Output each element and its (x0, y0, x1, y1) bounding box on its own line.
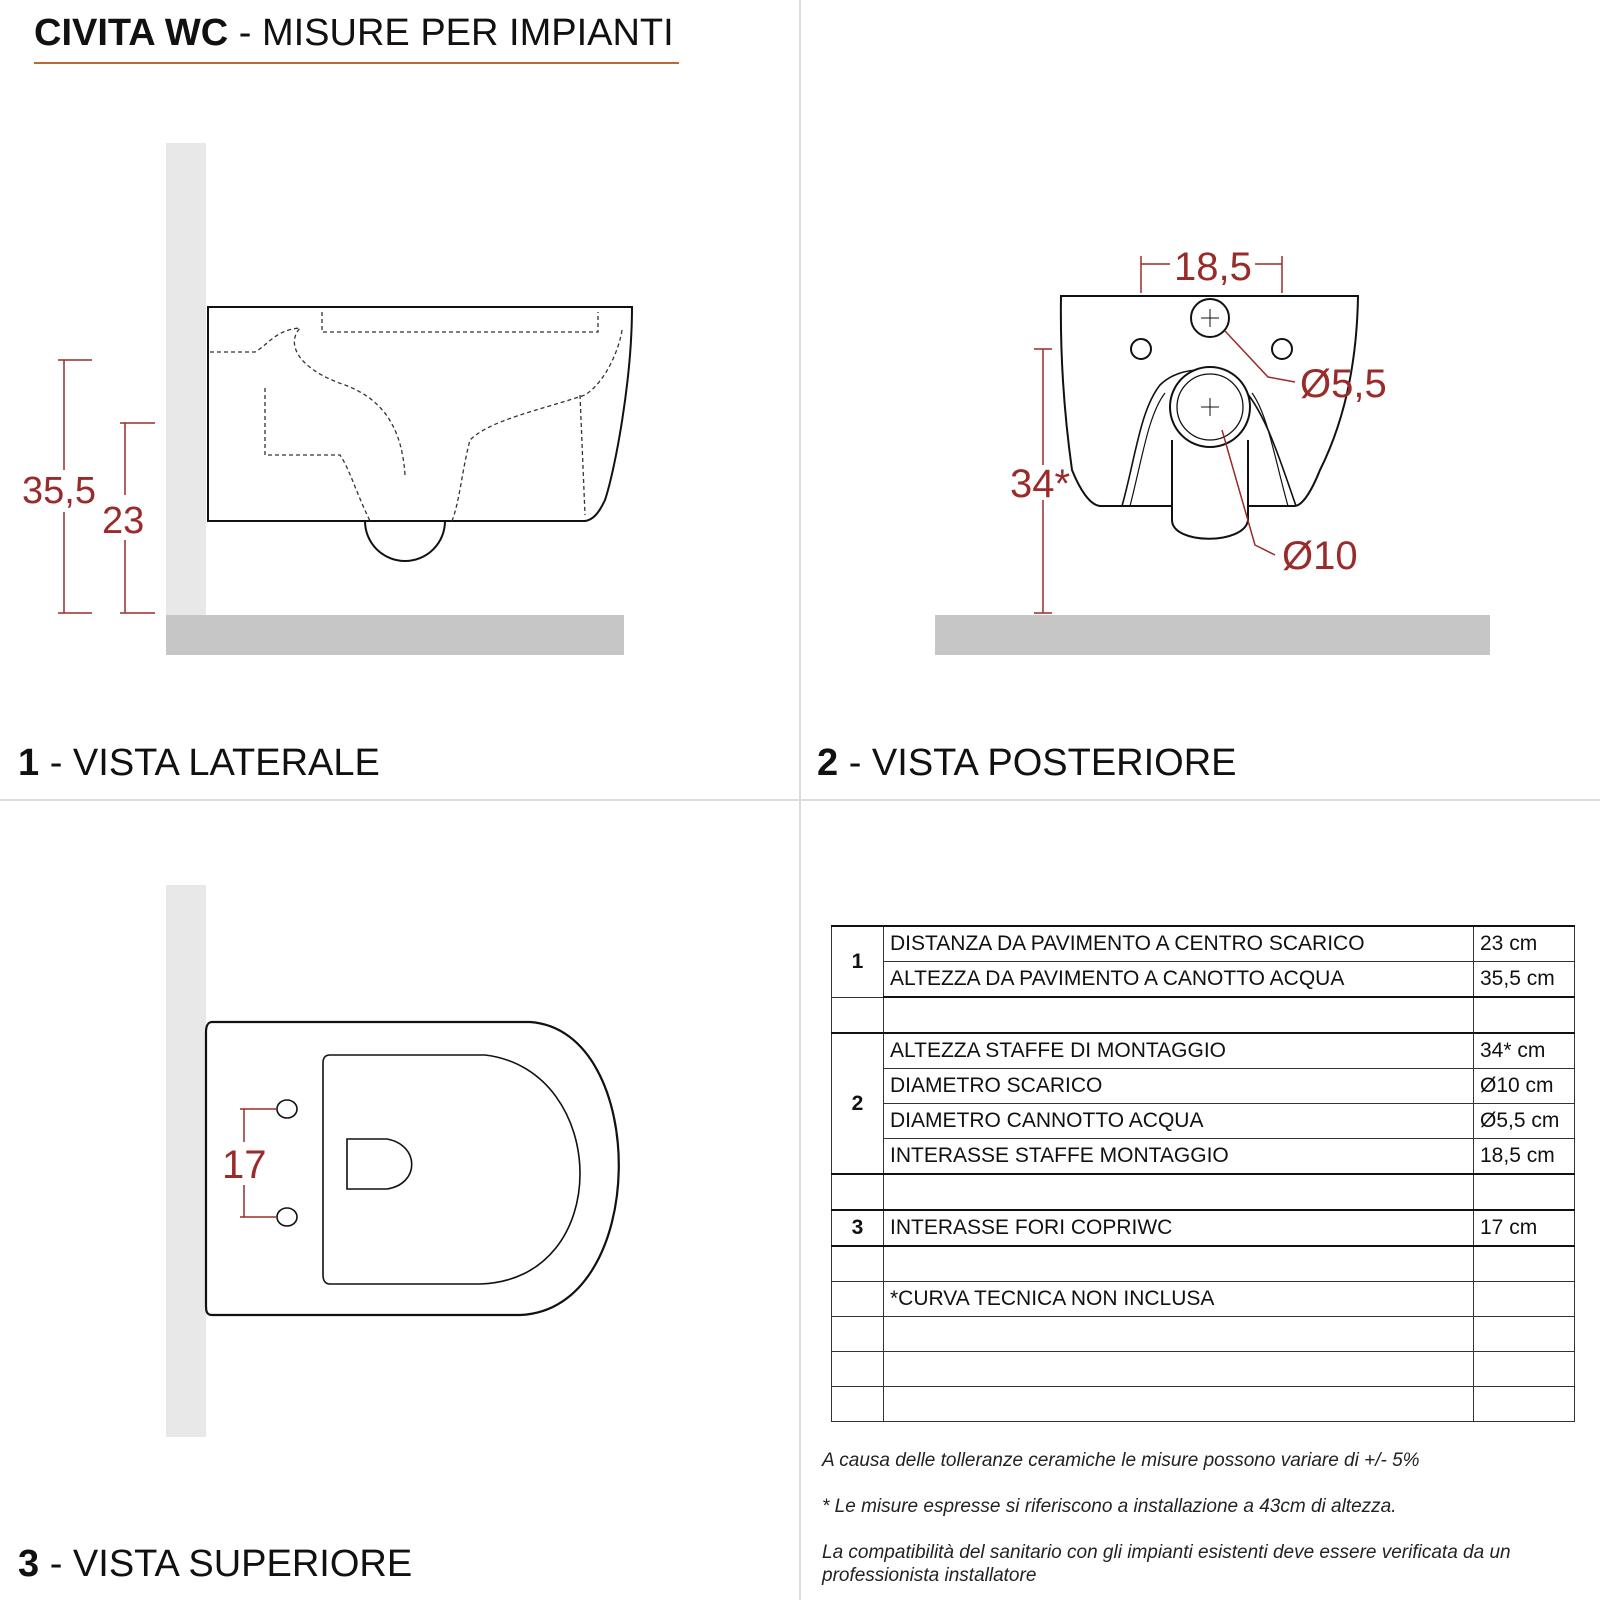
note-tolerance: A causa delle tolleranze ceramiche le misure possono variare di +/- 5% (822, 1450, 1420, 1471)
side-drain-height-label: 23 (102, 500, 145, 542)
spec-value: Ø10 cm (1474, 1069, 1575, 1104)
table-row-empty (832, 1174, 1575, 1210)
rear-drain-tail (1172, 440, 1248, 539)
table-row (832, 926, 1575, 962)
rear-drain-diameter-label: Ø10 (1282, 534, 1358, 578)
caption-number: 1 (18, 742, 40, 784)
rear-floor (935, 615, 1490, 655)
spec-value: 18,5 cm (1474, 1139, 1575, 1175)
side-drain-pipe (365, 521, 445, 561)
table-row (832, 1210, 1575, 1246)
spec-value: 34* cm (1474, 1033, 1575, 1069)
table-footnote: *CURVA TECNICA NON INCLUSA (884, 1282, 1474, 1317)
note-installation-height: * Le misure espresse si riferiscono a installazione a 43cm di altezza. (822, 1496, 1397, 1517)
table-row-empty (832, 997, 1575, 1033)
side-wall (166, 143, 206, 615)
rear-bracket-hole-right (1272, 339, 1292, 359)
spec-label: INTERASSE FORI COPRIWC (884, 1210, 1474, 1246)
group-number: 1 (832, 926, 884, 997)
rear-bracket-hole-left (1131, 339, 1151, 359)
specs-table (831, 925, 1575, 1422)
table-row-empty (832, 1387, 1575, 1422)
spec-label: ALTEZZA STAFFE DI MONTAGGIO (884, 1033, 1474, 1069)
spec-label: INTERASSE STAFFE MONTAGGIO (884, 1139, 1474, 1175)
top-seat-hole-upper (277, 1100, 297, 1118)
table-row (832, 1139, 1575, 1175)
spec-value: 35,5 cm (1474, 962, 1575, 998)
caption-rear-view (817, 742, 1237, 785)
rear-bracket-height-label: 34* (1010, 462, 1071, 506)
spec-label: ALTEZZA DA PAVIMENTO A CANOTTO ACQUA (884, 962, 1474, 998)
caption-number: 2 (817, 742, 839, 784)
title-product: CIVITA WC (34, 12, 229, 54)
table-row (832, 1104, 1575, 1139)
table-row-empty (832, 1317, 1575, 1352)
spec-label: DISTANZA DA PAVIMENTO A CENTRO SCARICO (884, 926, 1474, 962)
caption-text: - VISTA POSTERIORE (838, 742, 1237, 784)
caption-side-view (18, 742, 380, 785)
table-row-empty (832, 1352, 1575, 1387)
side-water-height-label: 35,5 (22, 470, 96, 512)
rear-water-diameter-label: Ø5,5 (1300, 362, 1387, 406)
top-seat-hole-lower (277, 1208, 297, 1226)
spec-value: 17 cm (1474, 1210, 1575, 1246)
group-number: 3 (832, 1210, 884, 1246)
spec-value: 23 cm (1474, 926, 1575, 962)
top-wc-outline (206, 1022, 619, 1315)
table-row (832, 1069, 1575, 1104)
spec-label: DIAMETRO CANNOTTO ACQUA (884, 1104, 1474, 1139)
top-wall (166, 885, 206, 1437)
caption-top-view (18, 1543, 412, 1586)
title-subtitle: - MISURE PER IMPIANTI (228, 12, 674, 54)
top-seat-holes-label: 17 (222, 1143, 267, 1187)
note-compatibility: La compatibilità del sanitario con gli impianti esistenti deve essere verificata da un professionista installatore (822, 1542, 1511, 1586)
table-row (832, 962, 1575, 998)
rear-view (935, 245, 1490, 655)
spec-label: DIAMETRO SCARICO (884, 1069, 1474, 1104)
table-row (832, 1033, 1575, 1069)
caption-text: - VISTA SUPERIORE (39, 1543, 413, 1585)
table-row (832, 1282, 1575, 1317)
table-row-empty (832, 1246, 1575, 1282)
rear-bracket-spacing-label: 18,5 (1174, 245, 1252, 289)
spec-value: Ø5,5 cm (1474, 1104, 1575, 1139)
group-number: 2 (832, 1033, 884, 1174)
caption-text: - VISTA LATERALE (39, 742, 380, 784)
side-floor (166, 615, 624, 655)
side-view (22, 143, 632, 655)
top-view (166, 885, 619, 1437)
caption-number: 3 (18, 1543, 40, 1585)
